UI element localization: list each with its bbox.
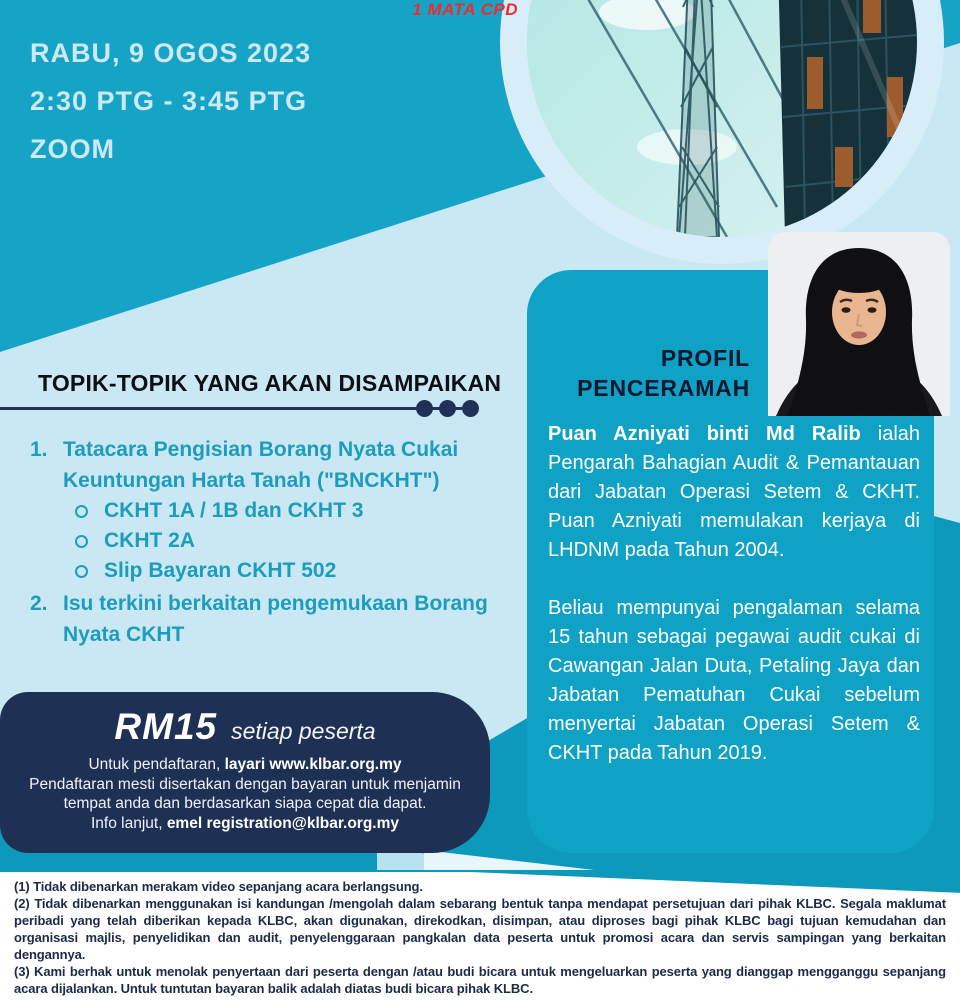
speaker-bio-paragraph-1 (548, 420, 920, 565)
topic-subitem-2 (75, 526, 488, 556)
price-suffix: setiap peserta (231, 718, 376, 744)
bullet-circle-icon (75, 505, 88, 518)
registration-email-link[interactable]: emel registration@klbar.org.my (166, 814, 400, 832)
terms-line-1: (1) Tidak dibenarkan merakam video sepanjang acara berlangsung. (14, 879, 423, 894)
terms-line-3: (3) Kami berhak untuk menolak penyertaan dari peserta dengan /atau budi bicara untuk mengeluarkan peserta yang dianggap mengganggu sepanjang acara dijalankan. Untuk tuntutan bayaran balik adalah diatas budi bicara pihak KLBC. (14, 964, 946, 996)
event-time: 2:30 PTG - 3:45 PTG (30, 86, 308, 116)
event-details (30, 40, 311, 184)
topic-subitem-1 (75, 496, 488, 526)
bullet-circle-icon (75, 565, 88, 578)
event-date: RABU, 9 OGOS 2023 (30, 38, 312, 68)
speaker-portrait-illustration (768, 232, 950, 416)
profile-heading (527, 343, 750, 403)
registration-line-1 (9, 755, 481, 775)
registration-info (9, 755, 481, 833)
topic-number: 2. (30, 592, 48, 615)
price-row (0, 706, 490, 748)
topic-item-1 (30, 434, 488, 496)
info-prefix: Info lanjut, (90, 814, 167, 832)
speaker-name: Puan Azniyati binti Md Ralib (548, 423, 861, 445)
divider-line (0, 407, 462, 410)
topic-number: 1. (30, 438, 48, 461)
registration-prefix: Untuk pendaftaran, (88, 756, 225, 773)
speaker-bio (548, 420, 920, 768)
speaker-bio-text: ialah Pengarah Bahagian Audit & Pemantauan dari Jabatan Operasi Setem & CKHT. Puan Azniyati memulakan kerjaya di LHDNM pada Tahun 2004. (548, 423, 921, 561)
terms-line-2: (2) Tidak dibenarkan menggunakan isi kandungan /mengolah dalam sebarang bentuk tanpa mendapat persetujuan dari pihak KLBC. Segala maklumat peribadi yang telah diberikan kepada KLBC, akan digunakan, direkodkan, disimpan, atau diproses bagi pihak KLBC bagi tujuan kemudahan dan organisasi majlis, penyelidikan dan audit, penyelenggaraan pangkalan data peserta untuk promosi acara dan servis sampingan yang berkaitan dengannya. (14, 896, 946, 962)
divider-dot-icon (462, 400, 479, 417)
topic-subitem-3 (75, 556, 488, 586)
subtopic-text: Slip Bayaran CKHT 502 (104, 559, 337, 582)
profile-heading-line-1: PROFIL (660, 345, 750, 371)
registration-line-2: Pendaftaran mesti disertakan dengan bayaran untuk menjamin tempat anda dan berdasarkan siapa cepat dia dapat. (29, 775, 461, 812)
event-platform: ZOOM (30, 134, 115, 164)
bullet-circle-icon (75, 535, 88, 548)
price-amount: RM15 (114, 706, 218, 747)
divider-dot-icon (416, 400, 433, 417)
profile-heading-line-2: PENCERAMAH (577, 375, 750, 401)
subtopic-text: CKHT 2A (104, 529, 196, 552)
topics-list (30, 434, 488, 650)
topics-heading: TOPIK-TOPIK YANG AKAN DISAMPAIKAN (38, 370, 502, 396)
cpd-points-badge: 1 MATA CPD (412, 0, 518, 19)
terms-and-conditions (0, 874, 960, 997)
registration-website-link[interactable]: layari www.klbar.org.my (224, 756, 402, 773)
registration-fee-box (0, 692, 490, 853)
registration-line-3 (9, 814, 481, 834)
speaker-bio-paragraph-2: Beliau mempunyai pengalaman selama 15 tahun sebagai pegawai audit cukai di Cawangan Jalan Duta, Petaling Jaya dan Jabatan Pematuhan Cukai sebelum menyertai Jabatan Operasi Setem & CKHT pada Tahun 2019. (548, 597, 920, 764)
topic-text: Isu terkini berkaitan pengemukaan Borang Nyata CKHT (63, 592, 488, 646)
divider-dot-icon (439, 400, 456, 417)
topic-text: Tatacara Pengisian Borang Nyata Cukai Keuntungan Harta Tanah ("BNCKHT") (63, 438, 459, 492)
topic-item-2 (30, 588, 488, 650)
subtopic-text: CKHT 1A / 1B dan CKHT 3 (104, 499, 364, 522)
speaker-photo (768, 232, 950, 416)
